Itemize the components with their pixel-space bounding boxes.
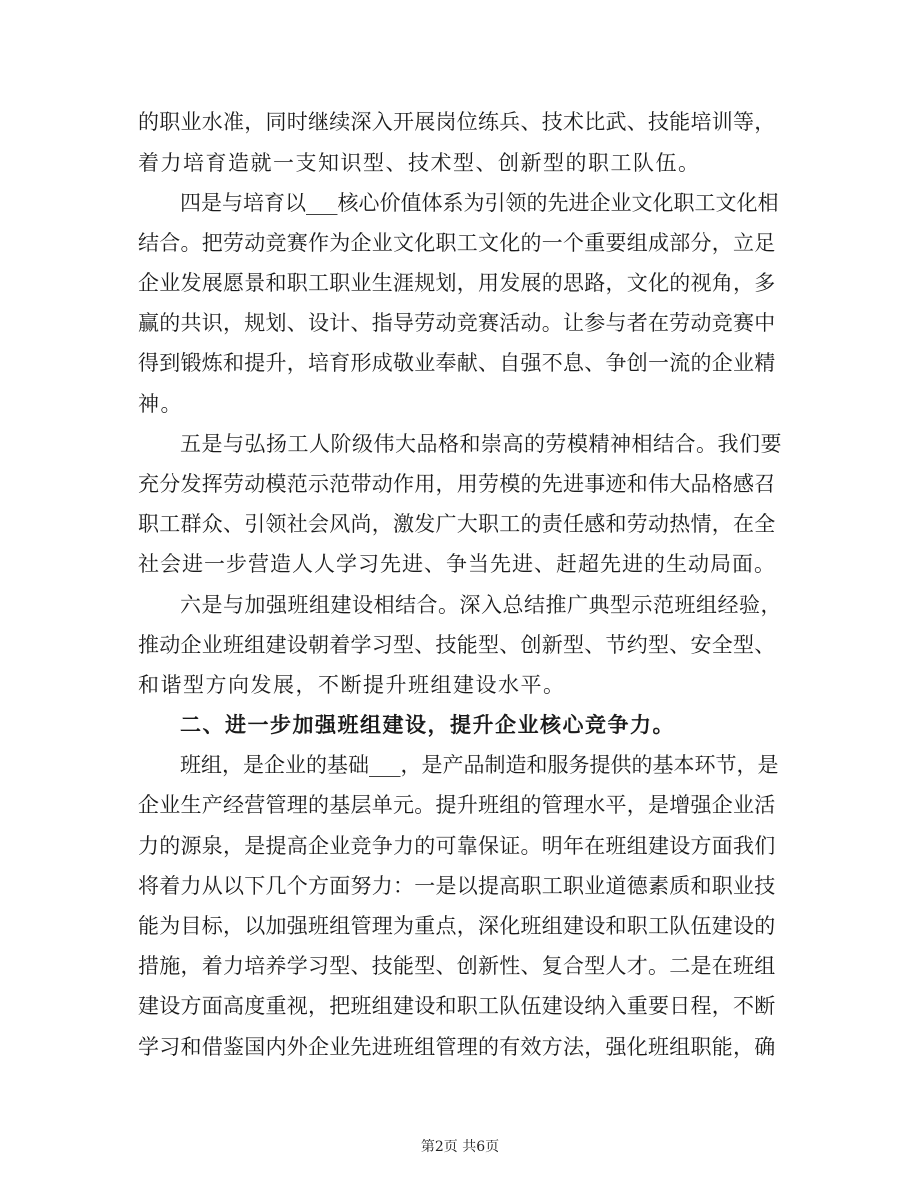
text-line: 得到锻炼和提升，培育形成敬业奉献、自强不息、争创一流的企业精 (138, 351, 776, 375)
text-line: 能为目标，以加强班组管理为重点，深化班组建设和职工队伍建设的 (138, 914, 776, 938)
text-line: 力的源泉，是提高企业竞争力的可靠保证。明年在班组建设方面我们 (138, 834, 776, 858)
text-line: 企业生产经营管理的基层单元。提升班组的管理水平，是增强企业活 (138, 793, 776, 817)
paragraph-first-line: 五是与弘扬工人阶级伟大品格和崇高的劳模精神相结合。我们要 (180, 432, 782, 456)
text-line: 和谐型方向发展，不断提升班组建设水平。 (138, 673, 566, 697)
text-line: 推动企业班组建设朝着学习型、技能型、创新型、节约型、安全型、 (138, 633, 776, 657)
text-line: 充分发挥劳动模范示范带动作用，用劳模的先进事迹和伟大品格感召 (138, 472, 776, 496)
text-line: 神。 (138, 392, 183, 416)
text-line: 着力培育造就一支知识型、技术型、创新型的职工队伍。 (138, 151, 701, 175)
text-line: 将着力从以下几个方面努力：一是以提高职工职业道德素质和职业技 (138, 874, 776, 898)
text-line: 企业发展愿景和职工职业生涯规划，用发展的思路，文化的视角，多 (138, 271, 776, 295)
text-line: 学习和借鉴国内外企业先进班组管理的有效方法，强化班组职能，确 (138, 1035, 776, 1059)
text-line: 建设方面高度重视，把班组建设和职工队伍建设纳入重要日程，不断 (138, 994, 776, 1018)
section-heading: 二、进一步加强班组建设，提升企业核心竞争力。 (180, 712, 675, 737)
text-line: 赢的共识，规划、设计、指导劳动竞赛活动。让参与者在劳动竞赛中 (138, 311, 776, 335)
text-line: 措施，着力培养学习型、技能型、创新性、复合型人才。二是在班组 (138, 954, 776, 978)
paragraph-first-line: 四是与培育以___核心价值体系为引领的先进企业文化职工文化相 (180, 191, 779, 215)
paragraph-first-line: 六是与加强班组建设相结合。深入总结推广典型示范班组经验， (180, 593, 782, 617)
text-line: 结合。把劳动竞赛作为企业文化职工文化的一个重要组成部分，立足 (138, 231, 776, 255)
text-line: 社会进一步营造人人学习先进、争当先进、赶超先进的生动局面。 (138, 552, 776, 576)
paragraph-first-line: 班组，是企业的基础___，是产品制造和服务提供的基本环节，是 (180, 753, 779, 777)
text-line: 的职业水准，同时继续深入开展岗位练兵、技术比武、技能培训等， (138, 110, 776, 134)
page-number-footer: 第2页 共6页 (420, 1139, 500, 1155)
text-line: 职工群众、引领社会风尚，激发广大职工的责任感和劳动热情，在全 (138, 512, 776, 536)
